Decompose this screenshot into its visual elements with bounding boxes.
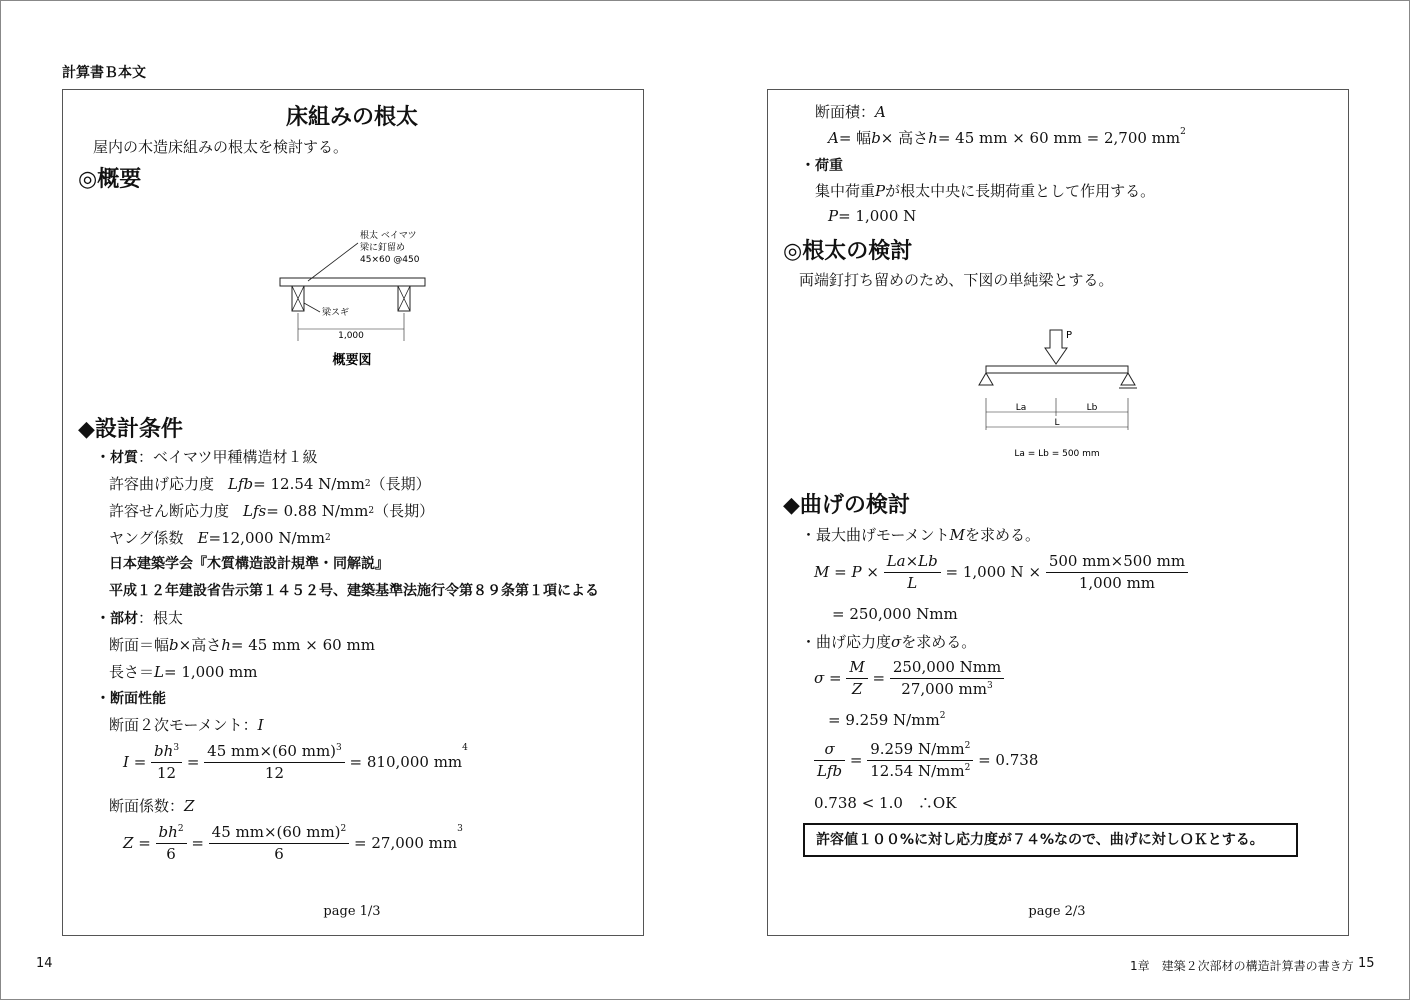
section-row: 断面＝幅 b ×高さ h = 45 mm × 60 mm: [109, 635, 375, 654]
young-row: ヤング係数 E =12,000 N/mm 2: [109, 528, 331, 547]
eq-r-frac2: $\frac{9.259 N/mm^2}{12.54 N/mm^2}$: [867, 741, 973, 779]
intro-text: 屋内の木造床組みの根太を検討する。: [93, 138, 349, 156]
eq-I-f1-den: 12: [157, 763, 177, 782]
area-label-row: [815, 101, 886, 122]
eq-r-frac1: [814, 741, 845, 779]
joist-leader-line: [308, 243, 358, 281]
eq-Z-f2-num: 45 mm×(60 mm): [211, 823, 341, 841]
stress-text-b: を求める。: [901, 633, 977, 651]
joist-label-3: 45×60 @450: [360, 255, 420, 265]
material-label: ・材質: [96, 449, 138, 466]
joist-label-1: 根太 ベイマツ: [360, 231, 417, 241]
check-heading: ◎根太の検討: [783, 239, 913, 264]
area-equation: A = 幅 b × 高さ h = 45 mm × 60 mm = 2,700 mm $^2$: [828, 127, 1186, 147]
load-arrow-icon: [1045, 330, 1067, 364]
beam-lb-label: Lb: [1086, 403, 1098, 413]
design-heading: ◆設計条件: [78, 417, 183, 442]
eq-Z-lhs: Z: [123, 834, 134, 852]
member-label: ・部材: [96, 610, 138, 627]
page-number-left: 14: [36, 956, 53, 971]
dimension-label: 1,000: [338, 331, 364, 341]
eq-s-f2-num: 250,000 Nmm: [890, 659, 1004, 679]
load-label: ・荷重: [801, 158, 843, 174]
eq-I-frac2: $\frac{45 mm\times(60 mm)^3}{12}$: [204, 743, 345, 781]
allow-shear-value: = 0.88 N/mm: [266, 501, 369, 520]
eq-I-f1-num: bh: [154, 742, 174, 760]
moment-label-row: [109, 714, 264, 735]
eq-M-f1-num: La×Lb: [886, 552, 938, 570]
stress-text-row: ・曲げ応力度 σ を求める。: [801, 632, 977, 651]
load-text-b: が根太中央に長期荷重として作用する。: [885, 182, 1156, 200]
joist-shape: [280, 278, 425, 286]
area-eq-a: A: [828, 128, 839, 147]
allow-bend-note: （長期）: [370, 475, 431, 493]
eq-s-result-row: = 9.259 N/mm $^2$: [828, 711, 946, 729]
eq-r-result: = 0.738: [978, 751, 1039, 769]
moment-label: 断面２次モーメント：: [109, 716, 258, 734]
length-row: 長さ＝ L = 1,000 mm: [109, 662, 258, 681]
page-title: 床組みの根太: [285, 105, 418, 130]
young-label: ヤング係数: [109, 529, 184, 547]
support-right-icon: [1121, 373, 1135, 385]
check-intro: 両端釘打ち留めのため、下図の単純梁とする。: [799, 271, 1114, 289]
eq-M-mid: = 1,000 N ×: [945, 563, 1042, 581]
equation-I: I = $\frac{bh^3}{12}$ = $\frac{45 mm\times(60 mm)^3}{12}$ = 810,000 mm 4: [123, 742, 468, 782]
section-text-b: ×高さ: [178, 636, 222, 654]
eq-Z-f1-num: bh: [158, 823, 178, 841]
eq-I-frac1: $\frac{bh^3}{12}$: [151, 743, 182, 781]
beam-shape: [986, 366, 1128, 373]
eq-I-f2-num: 45 mm×(60 mm): [207, 742, 337, 760]
eq-s-lhs: σ: [814, 669, 825, 687]
eq-I-f2-den: 12: [264, 763, 285, 782]
load-text-row: 集中荷重 P が根太中央に長期荷重として作用する。: [815, 181, 1156, 200]
joist-label-2: 梁に釘留め: [360, 243, 406, 253]
diagram-caption: 概要図: [332, 353, 372, 368]
member-row: [96, 607, 183, 628]
beam-load-label: P: [1066, 330, 1073, 341]
load-text-a: 集中荷重: [815, 182, 876, 200]
area-eq-b: = 幅: [838, 129, 872, 147]
eq-Z-f2-den: 6: [274, 844, 284, 863]
conclusion-box: 許容値１００%に対し応力度が７４%なので、曲げに対しＯＫとする。: [803, 823, 1298, 857]
allow-bend-row: 許容曲げ応力度 Lfb = 12.54 N/mm 2 （長期）: [109, 474, 431, 493]
section-text-a: 断面＝幅: [109, 636, 170, 654]
props-label: ・断面性能: [96, 691, 166, 707]
overview-heading: ◎概要: [78, 167, 142, 192]
eq-s-result: = 9.259 N/mm: [828, 711, 940, 729]
allow-shear-note: （長期）: [374, 502, 435, 520]
eq-s-f2-den: 27,000 mm: [901, 679, 987, 698]
bending-heading: ◆曲げの検討: [783, 493, 910, 518]
equation-Z: Z = $\frac{bh^2}{6}$ = $\frac{45 mm\times(60 mm)^2}{6}$ = 27,000 mm 3: [123, 823, 463, 863]
eq-r-f1-num: σ: [824, 740, 835, 758]
eq-M-lhs: M = P ×: [814, 563, 879, 581]
eq-r-f2-den: 12.54 N/mm: [870, 761, 965, 780]
chapter-title: 1章 建築２次部材の構造計算書の書き方: [1130, 959, 1354, 973]
eq-s-f1-num: M: [849, 658, 865, 676]
compare-text: 0.738 < 1.0 ∴OK: [814, 794, 957, 812]
moment-text-a: ・最大曲げモーメント: [801, 526, 950, 544]
simple-beam-diagram: [970, 322, 1150, 467]
eq-s-f1-den: Z: [851, 679, 863, 698]
modulus-label: 断面係数：: [109, 797, 185, 815]
eq-r-f1-den: Lfb: [817, 761, 843, 780]
eq-Z-result: 27,000 mm: [371, 834, 458, 852]
area-label: 断面積：: [815, 103, 876, 121]
area-eq-d: = 45 mm × 60 mm = 2,700 mm: [937, 128, 1181, 147]
eq-r-f2-num: 9.259 N/mm: [870, 740, 965, 758]
load-value-row: [828, 207, 916, 225]
eq-I-result: 810,000 mm: [366, 753, 463, 771]
beam-caption: La = Lb = 500 mm: [1014, 449, 1100, 459]
equation-sigma: σ = $\frac{M}{Z}$ = $\frac{\text{250,000 Nmm}}{27,000 mm^3}$: [814, 659, 1004, 697]
load-value-b: = 1,000 N: [838, 207, 917, 225]
reference-1: 日本建築学会『木質構造設計規準・同解説』: [109, 556, 389, 572]
beam-l-label: L: [1054, 418, 1060, 428]
eq-Z-f1-den: 6: [166, 844, 176, 863]
length-text-a: 長さ＝: [109, 663, 155, 681]
allow-bend-sym: Lfb: [228, 474, 254, 493]
modulus-sym: Z: [184, 796, 195, 815]
allow-bend-value: = 12.54 N/mm: [253, 474, 365, 493]
eq-Z-frac1: $\frac{bh^2}{6}$: [156, 824, 187, 862]
material-row: [96, 446, 318, 467]
page-footer-2: page 2/3: [1028, 904, 1086, 919]
header-left: 計算書Ｂ本文: [62, 65, 146, 81]
beam-label: 梁スギ: [322, 308, 350, 318]
moment-text-b: を求める。: [965, 526, 1041, 544]
area-sym: A: [875, 102, 886, 121]
eq-s-frac1: [846, 659, 867, 697]
page-footer-1: page 1/3: [323, 904, 381, 919]
support-left-icon: [979, 373, 993, 385]
allow-shear-label: 許容せん断応力度: [109, 502, 230, 520]
allow-bend-label: 許容曲げ応力度: [109, 475, 215, 493]
stress-text-a: ・曲げ応力度: [801, 633, 892, 651]
eq-I-lhs: I: [123, 753, 129, 771]
eq-Z-frac2: $\frac{45 mm\times(60 mm)^2}{6}$: [209, 824, 350, 862]
allow-shear-sym: Lfs: [243, 501, 267, 520]
equation-ratio: $\frac{\sigma}{\text{Lfb}}$ = $\frac{9.259 N/mm^2}{12.54 N/mm^2}$ = 0.738: [814, 741, 1038, 779]
beam-leader-line: [304, 303, 320, 312]
equation-M: [814, 553, 1188, 591]
page-number-right: 15: [1358, 956, 1375, 971]
member-value: ：根太: [138, 609, 184, 627]
young-value: =12,000 N/mm: [208, 528, 325, 547]
allow-shear-row: 許容せん断応力度 Lfs = 0.88 N/mm 2 （長期）: [109, 501, 435, 520]
moment-sym: I: [257, 715, 264, 734]
load-value-a: P: [828, 207, 839, 225]
overview-diagram: [270, 225, 440, 375]
eq-M-result: = 250,000 Nmm: [832, 605, 958, 623]
moment-text-row: ・最大曲げモーメント M を求める。: [801, 525, 1041, 544]
eq-M-f2-den: 1,000 mm: [1078, 573, 1156, 592]
length-text-b: = 1,000 mm: [163, 662, 258, 681]
material-value: ：ベイマツ甲種構造材１級: [138, 448, 318, 466]
area-eq-c: × 高さ: [880, 129, 929, 147]
eq-M-frac1: [884, 553, 941, 591]
eq-M-frac2: [1046, 553, 1188, 591]
beam-la-label: La: [1015, 403, 1027, 413]
eq-s-frac2: $\frac{\text{250,000 Nmm}}{27,000 mm^3}$: [890, 659, 1004, 697]
eq-M-f2-num: 500 mm×500 mm: [1046, 553, 1188, 573]
modulus-label-row: [109, 795, 194, 816]
reference-2: 平成１２年建設省告示第１４５２号、建築基準法施行令第８９条第１項による: [109, 583, 599, 599]
young-sym: E: [197, 528, 209, 547]
eq-M-f1-den: L: [907, 573, 918, 592]
section-text-c: = 45 mm × 60 mm: [230, 635, 375, 654]
